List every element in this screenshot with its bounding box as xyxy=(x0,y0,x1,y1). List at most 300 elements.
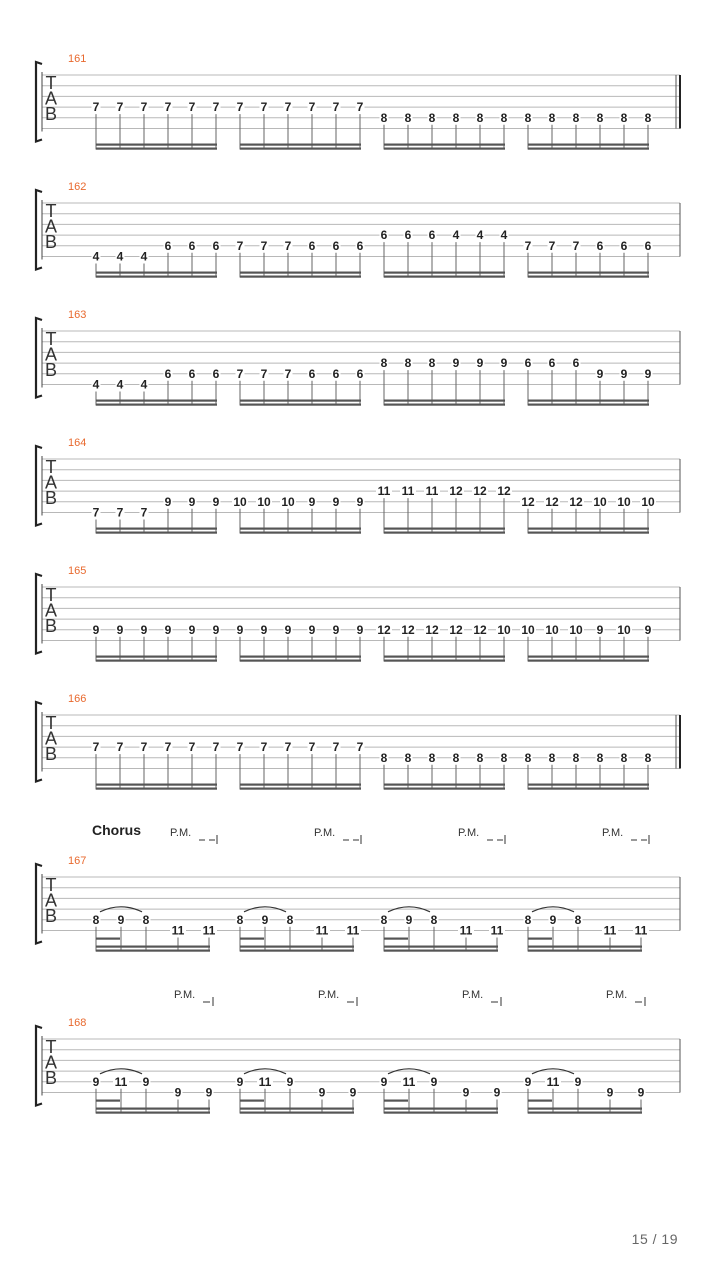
beam xyxy=(240,400,361,402)
tab-clef-letter: A xyxy=(44,1052,58,1073)
fret-number: 7 xyxy=(284,238,292,253)
beam xyxy=(96,946,210,948)
fret-number: 6 xyxy=(212,238,220,253)
beam xyxy=(240,276,361,278)
fret-number: 6 xyxy=(212,366,220,381)
fret-number: 4 xyxy=(140,249,148,264)
beam xyxy=(528,1108,642,1110)
fret-number: 11 xyxy=(634,923,648,938)
system-bracket xyxy=(36,62,42,142)
fret-number: 6 xyxy=(308,366,316,381)
fret-number: 4 xyxy=(452,228,460,243)
fret-number: 11 xyxy=(546,1074,560,1089)
fret-number: 9 xyxy=(188,622,196,637)
fret-number: 11 xyxy=(114,1074,128,1089)
fret-number: 10 xyxy=(617,494,631,509)
beam xyxy=(240,788,361,790)
fret-number: 9 xyxy=(284,622,292,637)
fret-number: 6 xyxy=(332,238,340,253)
fret-number: 4 xyxy=(92,377,100,392)
fret-number: 10 xyxy=(281,494,295,509)
palm-mute-label: P.M. xyxy=(170,827,192,839)
fret-number: 9 xyxy=(524,1074,532,1089)
beam xyxy=(384,272,505,274)
beam xyxy=(528,532,649,534)
fret-number: 8 xyxy=(452,110,460,125)
fret-number: 9 xyxy=(574,1074,582,1089)
tab-clef-letter: T xyxy=(45,713,57,733)
fret-number: 8 xyxy=(404,356,412,371)
fret-number: 4 xyxy=(116,377,124,392)
fret-number: 11 xyxy=(202,923,216,938)
beam xyxy=(384,1112,498,1114)
fret-number: 8 xyxy=(572,750,580,765)
fret-number: 8 xyxy=(236,912,244,927)
tab-clef-letter: B xyxy=(44,232,58,252)
fret-number: 4 xyxy=(476,228,484,243)
fret-number: 10 xyxy=(233,494,247,509)
beam xyxy=(528,946,642,948)
fret-number: 8 xyxy=(430,912,438,927)
fret-number: 8 xyxy=(620,750,628,765)
fret-number: 9 xyxy=(236,622,244,637)
fret-number: 6 xyxy=(548,356,556,371)
fret-number: 9 xyxy=(380,1074,388,1089)
beam xyxy=(384,528,505,530)
palm-mute-label: P.M. xyxy=(174,989,196,1001)
beam xyxy=(384,532,505,534)
fret-number: 10 xyxy=(257,494,271,509)
fret-number: 11 xyxy=(171,923,185,938)
fret-number: 8 xyxy=(142,912,150,927)
beam xyxy=(96,784,217,786)
fret-number: 12 xyxy=(401,622,415,637)
beam xyxy=(384,660,505,662)
measure-number: 164 xyxy=(68,437,87,449)
beam xyxy=(528,400,649,402)
fret-number: 7 xyxy=(260,238,268,253)
tab-clef-letter: B xyxy=(44,360,58,380)
fret-number: 4 xyxy=(116,249,124,264)
beam xyxy=(528,528,649,530)
beam xyxy=(240,404,361,406)
fret-number: 7 xyxy=(524,238,532,253)
system-bracket xyxy=(36,318,42,398)
fret-number: 4 xyxy=(500,228,508,243)
tab-clef-letter: B xyxy=(44,1068,58,1088)
fret-number: 12 xyxy=(521,494,535,509)
beam xyxy=(240,148,361,150)
tab-clef-letter: A xyxy=(44,216,58,237)
fret-number: 9 xyxy=(349,1085,357,1100)
fret-number: 9 xyxy=(116,622,124,637)
fret-number: 9 xyxy=(644,622,652,637)
tab-clef-letter: A xyxy=(44,600,58,621)
fret-number: 8 xyxy=(380,356,388,371)
palm-mute-label: P.M. xyxy=(462,989,484,1001)
page-number: 15 / 19 xyxy=(631,1231,678,1247)
fret-number: 8 xyxy=(380,110,388,125)
fret-number: 9 xyxy=(188,494,196,509)
fret-number: 7 xyxy=(212,100,220,115)
beam-secondary xyxy=(96,938,120,940)
fret-number: 8 xyxy=(596,110,604,125)
tab-clef-letter: T xyxy=(45,585,57,605)
fret-number: 11 xyxy=(377,484,391,499)
fret-number: 12 xyxy=(473,622,487,637)
tab-clef-letter: A xyxy=(44,344,58,365)
fret-number: 9 xyxy=(644,366,652,381)
measure-number: 165 xyxy=(68,565,87,577)
fret-number: 8 xyxy=(572,110,580,125)
beam xyxy=(96,656,217,658)
fret-number: 6 xyxy=(524,356,532,371)
beam xyxy=(240,1108,354,1110)
tab-clef-letter: A xyxy=(44,728,58,749)
fret-number: 8 xyxy=(428,356,436,371)
fret-number: 9 xyxy=(500,356,508,371)
fret-number: 12 xyxy=(377,622,391,637)
fret-number: 7 xyxy=(260,740,268,755)
tab-clef-letter: A xyxy=(44,890,58,911)
fret-number: 7 xyxy=(356,100,364,115)
beam xyxy=(528,1112,642,1114)
fret-number: 7 xyxy=(164,740,172,755)
fret-number: 9 xyxy=(212,622,220,637)
fret-number: 9 xyxy=(174,1085,182,1100)
system-bracket xyxy=(36,1026,42,1106)
fret-number: 8 xyxy=(428,110,436,125)
beam xyxy=(96,148,217,150)
beam-secondary xyxy=(240,938,264,940)
fret-number: 12 xyxy=(497,484,511,499)
fret-number: 7 xyxy=(308,100,316,115)
fret-number: 9 xyxy=(332,494,340,509)
fret-number: 9 xyxy=(549,912,557,927)
beam-secondary xyxy=(528,1100,552,1102)
fret-number: 9 xyxy=(596,622,604,637)
beam xyxy=(528,660,649,662)
fret-number: 7 xyxy=(236,238,244,253)
fret-number: 7 xyxy=(116,100,124,115)
beam-secondary xyxy=(384,938,408,940)
fret-number: 6 xyxy=(188,238,196,253)
fret-number: 6 xyxy=(188,366,196,381)
fret-number: 7 xyxy=(284,366,292,381)
beam-secondary xyxy=(384,1100,408,1102)
fret-number: 9 xyxy=(308,494,316,509)
fret-number: 9 xyxy=(462,1085,470,1100)
fret-number: 9 xyxy=(164,494,172,509)
fret-number: 12 xyxy=(449,484,463,499)
fret-number: 8 xyxy=(476,750,484,765)
measure-number: 162 xyxy=(68,181,87,193)
system-bracket xyxy=(36,446,42,526)
beam xyxy=(96,404,217,406)
fret-number: 7 xyxy=(116,505,124,520)
fret-number: 9 xyxy=(286,1074,294,1089)
beam xyxy=(240,656,361,658)
fret-number: 8 xyxy=(644,750,652,765)
fret-number: 8 xyxy=(644,110,652,125)
fret-number: 7 xyxy=(236,366,244,381)
fret-number: 7 xyxy=(260,100,268,115)
fret-number: 12 xyxy=(473,484,487,499)
tab-clef-letter: B xyxy=(44,104,58,124)
fret-number: 11 xyxy=(346,923,360,938)
tab-clef-letter: B xyxy=(44,616,58,636)
system-bracket xyxy=(36,702,42,782)
fret-number: 9 xyxy=(236,1074,244,1089)
fret-number: 7 xyxy=(356,740,364,755)
fret-number: 8 xyxy=(404,750,412,765)
fret-number: 9 xyxy=(212,494,220,509)
fret-number: 4 xyxy=(140,377,148,392)
fret-number: 9 xyxy=(308,622,316,637)
measure-number: 166 xyxy=(68,693,87,705)
beam xyxy=(384,950,498,952)
tab-clef-letter: A xyxy=(44,88,58,109)
beam xyxy=(96,950,210,952)
fret-number: 7 xyxy=(140,100,148,115)
system-bracket xyxy=(36,190,42,270)
beam xyxy=(240,660,361,662)
fret-number: 11 xyxy=(402,1074,416,1089)
fret-number: 10 xyxy=(641,494,655,509)
fret-number: 4 xyxy=(92,249,100,264)
fret-number: 7 xyxy=(92,100,100,115)
fret-number: 9 xyxy=(92,622,100,637)
fret-number: 9 xyxy=(620,366,628,381)
beam xyxy=(528,404,649,406)
beam xyxy=(240,1112,354,1114)
fret-number: 8 xyxy=(620,110,628,125)
beam xyxy=(96,272,217,274)
fret-number: 7 xyxy=(140,740,148,755)
beam xyxy=(240,950,354,952)
fret-number: 9 xyxy=(356,494,364,509)
fret-number: 9 xyxy=(92,1074,100,1089)
fret-number: 6 xyxy=(164,366,172,381)
measure-number: 168 xyxy=(68,1017,87,1029)
fret-number: 8 xyxy=(286,912,294,927)
fret-number: 6 xyxy=(620,238,628,253)
tab-clef-letter: T xyxy=(45,201,57,221)
fret-number: 7 xyxy=(548,238,556,253)
beam xyxy=(528,144,649,146)
fret-number: 12 xyxy=(545,494,559,509)
tab-clef-letter: T xyxy=(45,329,57,349)
tab-clef-letter: B xyxy=(44,488,58,508)
fret-number: 7 xyxy=(140,505,148,520)
beam xyxy=(384,404,505,406)
system-bracket xyxy=(36,574,42,654)
measure-number: 167 xyxy=(68,855,87,867)
fret-number: 11 xyxy=(425,484,439,499)
fret-number: 7 xyxy=(188,740,196,755)
fret-number: 7 xyxy=(260,366,268,381)
fret-number: 7 xyxy=(92,740,100,755)
beam xyxy=(96,788,217,790)
beam xyxy=(96,276,217,278)
beam xyxy=(528,272,649,274)
system-bracket xyxy=(36,864,42,944)
fret-number: 9 xyxy=(318,1085,326,1100)
fret-number: 8 xyxy=(500,750,508,765)
fret-number: 7 xyxy=(308,740,316,755)
fret-number: 6 xyxy=(308,238,316,253)
fret-number: 10 xyxy=(617,622,631,637)
fret-number: 6 xyxy=(572,356,580,371)
beam xyxy=(240,144,361,146)
fret-number: 6 xyxy=(356,366,364,381)
tab-clef-letter: T xyxy=(45,73,57,93)
fret-number: 11 xyxy=(401,484,415,499)
fret-number: 7 xyxy=(332,100,340,115)
fret-number: 6 xyxy=(356,238,364,253)
fret-number: 7 xyxy=(572,238,580,253)
fret-number: 6 xyxy=(428,228,436,243)
beam xyxy=(96,532,217,534)
beam-secondary xyxy=(96,1100,120,1102)
fret-number: 9 xyxy=(205,1085,213,1100)
beam xyxy=(384,144,505,146)
fret-number: 8 xyxy=(548,110,556,125)
fret-number: 9 xyxy=(637,1085,645,1100)
fret-number: 8 xyxy=(476,110,484,125)
fret-number: 9 xyxy=(117,912,125,927)
fret-number: 9 xyxy=(332,622,340,637)
fret-number: 9 xyxy=(476,356,484,371)
fret-number: 9 xyxy=(142,1074,150,1089)
fret-number: 6 xyxy=(164,238,172,253)
fret-number: 9 xyxy=(261,912,269,927)
fret-number: 7 xyxy=(92,505,100,520)
fret-number: 9 xyxy=(356,622,364,637)
fret-number: 8 xyxy=(404,110,412,125)
palm-mute-label: P.M. xyxy=(314,827,336,839)
beam xyxy=(240,946,354,948)
fret-number: 10 xyxy=(545,622,559,637)
fret-number: 7 xyxy=(212,740,220,755)
fret-number: 6 xyxy=(596,238,604,253)
fret-number: 10 xyxy=(521,622,535,637)
beam xyxy=(384,1108,498,1110)
palm-mute-label: P.M. xyxy=(606,989,628,1001)
tab-clef-letter: T xyxy=(45,457,57,477)
beam xyxy=(384,400,505,402)
fret-number: 8 xyxy=(500,110,508,125)
beam xyxy=(240,784,361,786)
beam xyxy=(384,276,505,278)
beam xyxy=(528,788,649,790)
tab-clef-letter: A xyxy=(44,472,58,493)
fret-number: 7 xyxy=(188,100,196,115)
fret-number: 8 xyxy=(524,110,532,125)
beam xyxy=(240,532,361,534)
fret-number: 8 xyxy=(524,750,532,765)
fret-number: 8 xyxy=(92,912,100,927)
beam-secondary xyxy=(528,938,552,940)
beam xyxy=(528,276,649,278)
fret-number: 8 xyxy=(574,912,582,927)
fret-number: 12 xyxy=(449,622,463,637)
section-label: Chorus xyxy=(92,822,141,838)
beam xyxy=(528,656,649,658)
fret-number: 8 xyxy=(380,750,388,765)
fret-number: 9 xyxy=(606,1085,614,1100)
fret-number: 8 xyxy=(548,750,556,765)
beam xyxy=(528,148,649,150)
fret-number: 9 xyxy=(405,912,413,927)
fret-number: 8 xyxy=(524,912,532,927)
fret-number: 6 xyxy=(332,366,340,381)
fret-number: 11 xyxy=(315,923,329,938)
beam xyxy=(240,528,361,530)
beam xyxy=(96,144,217,146)
tab-clef-letter: B xyxy=(44,906,58,926)
fret-number: 10 xyxy=(593,494,607,509)
beam xyxy=(240,272,361,274)
tab-clef-letter: T xyxy=(45,1037,57,1057)
beam xyxy=(384,784,505,786)
palm-mute-label: P.M. xyxy=(318,989,340,1001)
fret-number: 7 xyxy=(164,100,172,115)
beam xyxy=(384,946,498,948)
fret-number: 6 xyxy=(404,228,412,243)
beam xyxy=(384,148,505,150)
fret-number: 9 xyxy=(164,622,172,637)
fret-number: 7 xyxy=(116,740,124,755)
beam xyxy=(528,784,649,786)
beam xyxy=(96,1108,210,1110)
fret-number: 12 xyxy=(569,494,583,509)
fret-number: 9 xyxy=(452,356,460,371)
beam xyxy=(384,788,505,790)
fret-number: 7 xyxy=(236,740,244,755)
measure-number: 161 xyxy=(68,53,87,65)
fret-number: 11 xyxy=(603,923,617,938)
fret-number: 10 xyxy=(569,622,583,637)
fret-number: 9 xyxy=(140,622,148,637)
tab-clef-letter: B xyxy=(44,744,58,764)
fret-number: 7 xyxy=(236,100,244,115)
fret-number: 11 xyxy=(258,1074,272,1089)
fret-number: 8 xyxy=(380,912,388,927)
beam xyxy=(384,656,505,658)
beam xyxy=(528,950,642,952)
palm-mute-label: P.M. xyxy=(602,827,624,839)
fret-number: 7 xyxy=(284,740,292,755)
fret-number: 8 xyxy=(428,750,436,765)
fret-number: 11 xyxy=(459,923,473,938)
fret-number: 6 xyxy=(644,238,652,253)
fret-number: 7 xyxy=(284,100,292,115)
fret-number: 7 xyxy=(332,740,340,755)
fret-number: 12 xyxy=(425,622,439,637)
fret-number: 10 xyxy=(497,622,511,637)
fret-number: 8 xyxy=(452,750,460,765)
fret-number: 9 xyxy=(260,622,268,637)
tab-clef-letter: T xyxy=(45,875,57,895)
beam xyxy=(96,660,217,662)
beam-secondary xyxy=(240,1100,264,1102)
fret-number: 6 xyxy=(380,228,388,243)
fret-number: 9 xyxy=(493,1085,501,1100)
fret-number: 11 xyxy=(490,923,504,938)
palm-mute-label: P.M. xyxy=(458,827,480,839)
fret-number: 9 xyxy=(430,1074,438,1089)
